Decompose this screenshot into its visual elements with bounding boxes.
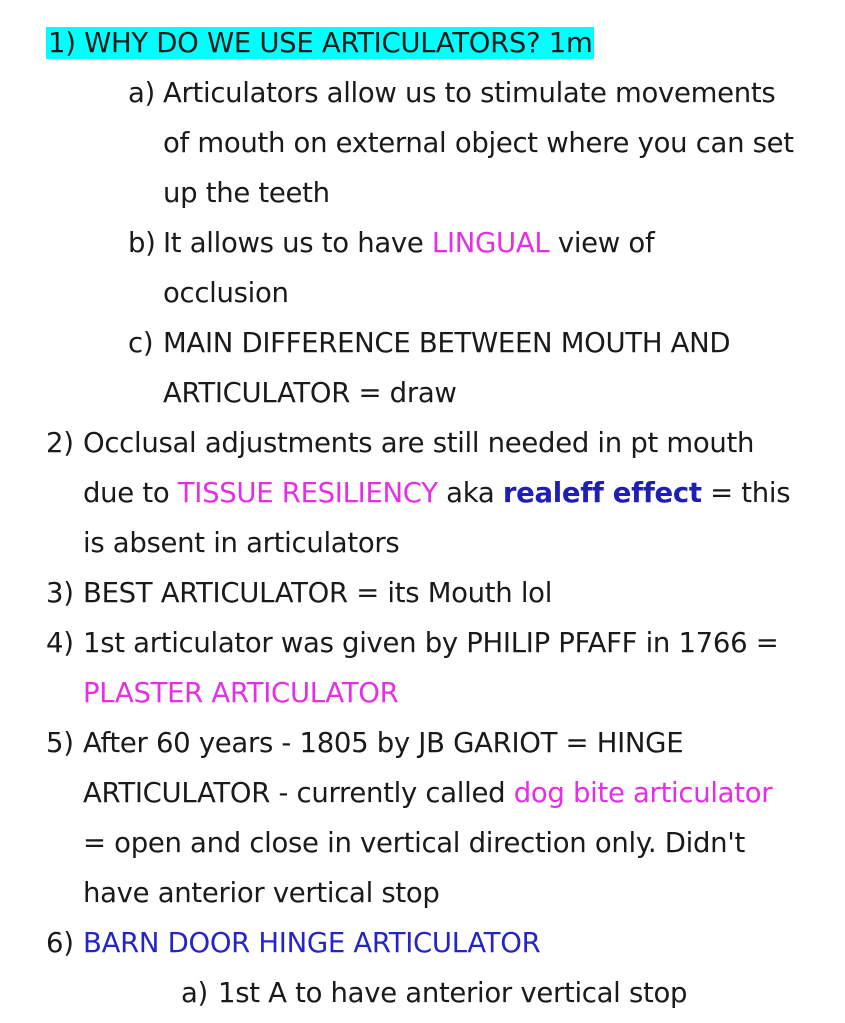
q2-pre: due to bbox=[83, 477, 178, 509]
q5-text-1: After 60 years - 1805 by JB GARIOT = HINGE bbox=[83, 727, 684, 759]
q1-a-text-3: up the teeth bbox=[163, 177, 330, 209]
lingual-term: LINGUAL bbox=[431, 227, 550, 259]
q6-marker: 6) bbox=[46, 927, 74, 959]
realeff-effect-term: realeff effect bbox=[502, 477, 702, 509]
q1-b-post: view of bbox=[549, 227, 655, 259]
q5-text-2 bbox=[83, 768, 772, 818]
q1-c-marker: c) bbox=[128, 327, 154, 359]
question-1-title bbox=[46, 18, 594, 68]
q1-a-line-1 bbox=[128, 68, 155, 118]
q5-text-4: have anterior vertical stop bbox=[83, 877, 440, 909]
q1-b-marker: b) bbox=[128, 227, 156, 259]
q2-post: = this bbox=[701, 477, 791, 509]
q4-text-1: 1st articulator was given by PHILIP PFAFF in 1766 = bbox=[83, 627, 779, 659]
q5-pre: ARTICULATOR - currently called bbox=[83, 777, 514, 809]
q3-marker: 3) bbox=[46, 577, 74, 609]
plaster-articulator-term: PLASTER ARTICULATOR bbox=[83, 677, 399, 709]
q1-c-text-2: ARTICULATOR = draw bbox=[163, 377, 457, 409]
q1-a-text-1: Articulators allow us to stimulate movements bbox=[163, 77, 776, 109]
q3-text: BEST ARTICULATOR = its Mouth lol bbox=[83, 577, 553, 609]
barn-door-hinge-term: BARN DOOR HINGE ARTICULATOR bbox=[83, 927, 541, 959]
q2-text-2 bbox=[83, 468, 790, 518]
q1-a-text-2: of mouth on external object where you can set bbox=[163, 127, 794, 159]
tissue-resiliency-term: TISSUE RESILIENCY bbox=[177, 477, 438, 509]
question-1-highlighted-title: 1) WHY DO WE USE ARTICULATORS? 1m bbox=[48, 27, 593, 59]
q2-marker: 2) bbox=[46, 427, 74, 459]
q2-text-1: Occlusal adjustments are still needed in pt mouth bbox=[83, 427, 755, 459]
q1-a-marker: a) bbox=[128, 77, 155, 109]
q6-a-marker: a) bbox=[181, 977, 208, 1009]
q6-a-text: 1st A to have anterior vertical stop bbox=[218, 977, 688, 1009]
q5-marker: 5) bbox=[46, 727, 74, 759]
q1-b-text-2: occlusion bbox=[163, 277, 289, 309]
q2-text-3: is absent in articulators bbox=[83, 527, 400, 559]
q1-c-text-1: MAIN DIFFERENCE BETWEEN MOUTH AND bbox=[163, 327, 731, 359]
q2-mid: aka bbox=[437, 477, 503, 509]
q5-text-3: = open and close in vertical direction only. Didn't bbox=[83, 827, 746, 859]
q1-b-text-1 bbox=[163, 218, 654, 268]
dog-bite-articulator-term: dog bite articulator bbox=[513, 777, 773, 809]
q1-b-pre: It allows us to have bbox=[163, 227, 432, 259]
q4-marker: 4) bbox=[46, 627, 74, 659]
